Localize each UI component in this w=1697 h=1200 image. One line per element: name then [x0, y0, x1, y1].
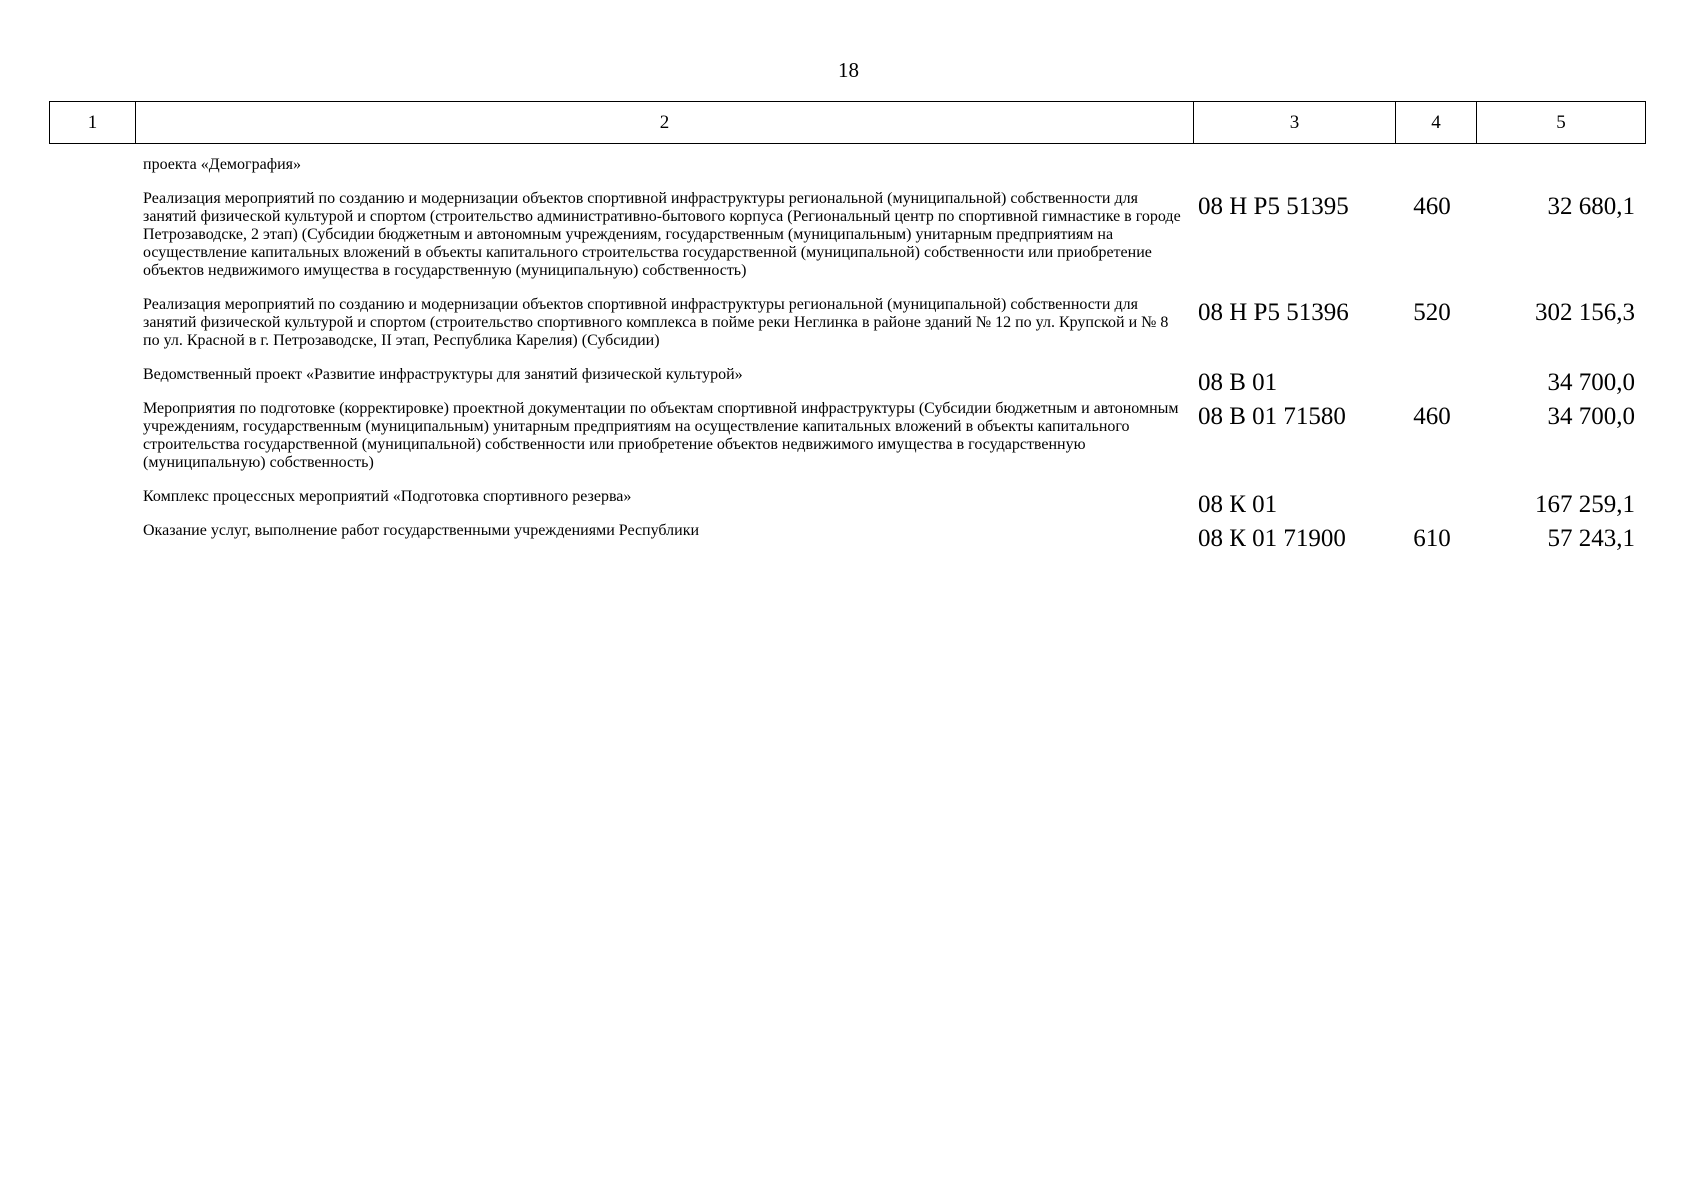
- table-row: [0, 156, 1697, 174]
- row-amount: 34 700,0: [1547, 403, 1635, 430]
- row-code: 08 В 01: [1198, 369, 1278, 396]
- row-amount: 34 700,0: [1547, 369, 1635, 396]
- column-header-2: 2: [136, 102, 1194, 144]
- row-code: 08 К 01: [1198, 491, 1278, 518]
- row-code: 08 Н Р5 51396: [1198, 299, 1349, 326]
- row-name: Мероприятия по подготовке (корректировке) проектной документации по объектам спортивной инфраструктуры (Субсидии бюджетным и автономным учреждениям, государственным (муниципальным) унитарным предприятиям на осуществление капитальных вложений в объекты капитального строительства государственной (муниципальной) собственности или приобретение объектов недвижимого имущества в государственную (муниципальную) собственность): [143, 400, 1179, 471]
- column-header-row: [50, 102, 1646, 144]
- column-header-table: [49, 101, 1646, 144]
- row-code: 08 В 01 71580: [1198, 403, 1346, 430]
- row-name: Реализация мероприятий по созданию и модернизации объектов спортивной инфраструктуры региональной (муниципальной) собственности для занятий физической культурой и спортом (строительство административно-бытового корпуса (Региональный центр по спортивной гимнастике в городе Петрозаводске, 2 этап) (Субсидии бюджетным и автономным учреждениям, государственным (муниципальным) унитарным предприятиям на осуществление капитальных вложений в объекты капитального строительства государственной (муниципальной) собственности или приобретение объектов недвижимого имущества в государственную (муниципальную) собственность): [143, 190, 1181, 279]
- row-amount: 302 156,3: [1535, 299, 1635, 326]
- row-amount: 32 680,1: [1547, 193, 1635, 220]
- row-name: Комплекс процессных мероприятий «Подготовка спортивного резерва»: [143, 488, 632, 505]
- table-row: [0, 190, 1697, 280]
- row-name: проекта «Демография»: [143, 156, 301, 173]
- row-name: Реализация мероприятий по созданию и модернизации объектов спортивной инфраструктуры региональной (муниципальной) собственности для занятий физической культурой и спортом (строительство спортивного комплекса в пойме реки Неглинка в районе зданий № 12 по ул. Крупской и № 8 по ул. Красной в г. Петрозаводске, II этап, Республика Карелия) (Субсидии): [143, 296, 1169, 349]
- row-code: 08 К 01 71900: [1198, 525, 1346, 552]
- row-amount: 167 259,1: [1535, 491, 1635, 518]
- row-expense-type: 460: [1413, 193, 1451, 220]
- row-amount: 57 243,1: [1547, 525, 1635, 552]
- table-row: [0, 522, 1697, 552]
- table-row: [0, 296, 1697, 350]
- row-code: 08 Н Р5 51395: [1198, 193, 1349, 220]
- budget-table-body: [0, 156, 1697, 552]
- row-expense-type: 460: [1413, 403, 1451, 430]
- page-number: 18: [838, 58, 859, 82]
- row-name: Оказание услуг, выполнение работ государственными учреждениями Республики: [143, 522, 700, 539]
- table-row: [0, 488, 1697, 518]
- column-header-1: 1: [50, 102, 136, 144]
- row-expense-type: 610: [1413, 525, 1451, 552]
- column-header-3: 3: [1194, 102, 1396, 144]
- column-header-4: 4: [1396, 102, 1477, 144]
- row-name: Ведомственный проект «Развитие инфраструктуры для занятий физической культурой»: [143, 366, 743, 383]
- table-row: [0, 400, 1697, 472]
- table-row: [0, 366, 1697, 396]
- column-header-5: 5: [1477, 102, 1646, 144]
- row-expense-type: 520: [1413, 299, 1451, 326]
